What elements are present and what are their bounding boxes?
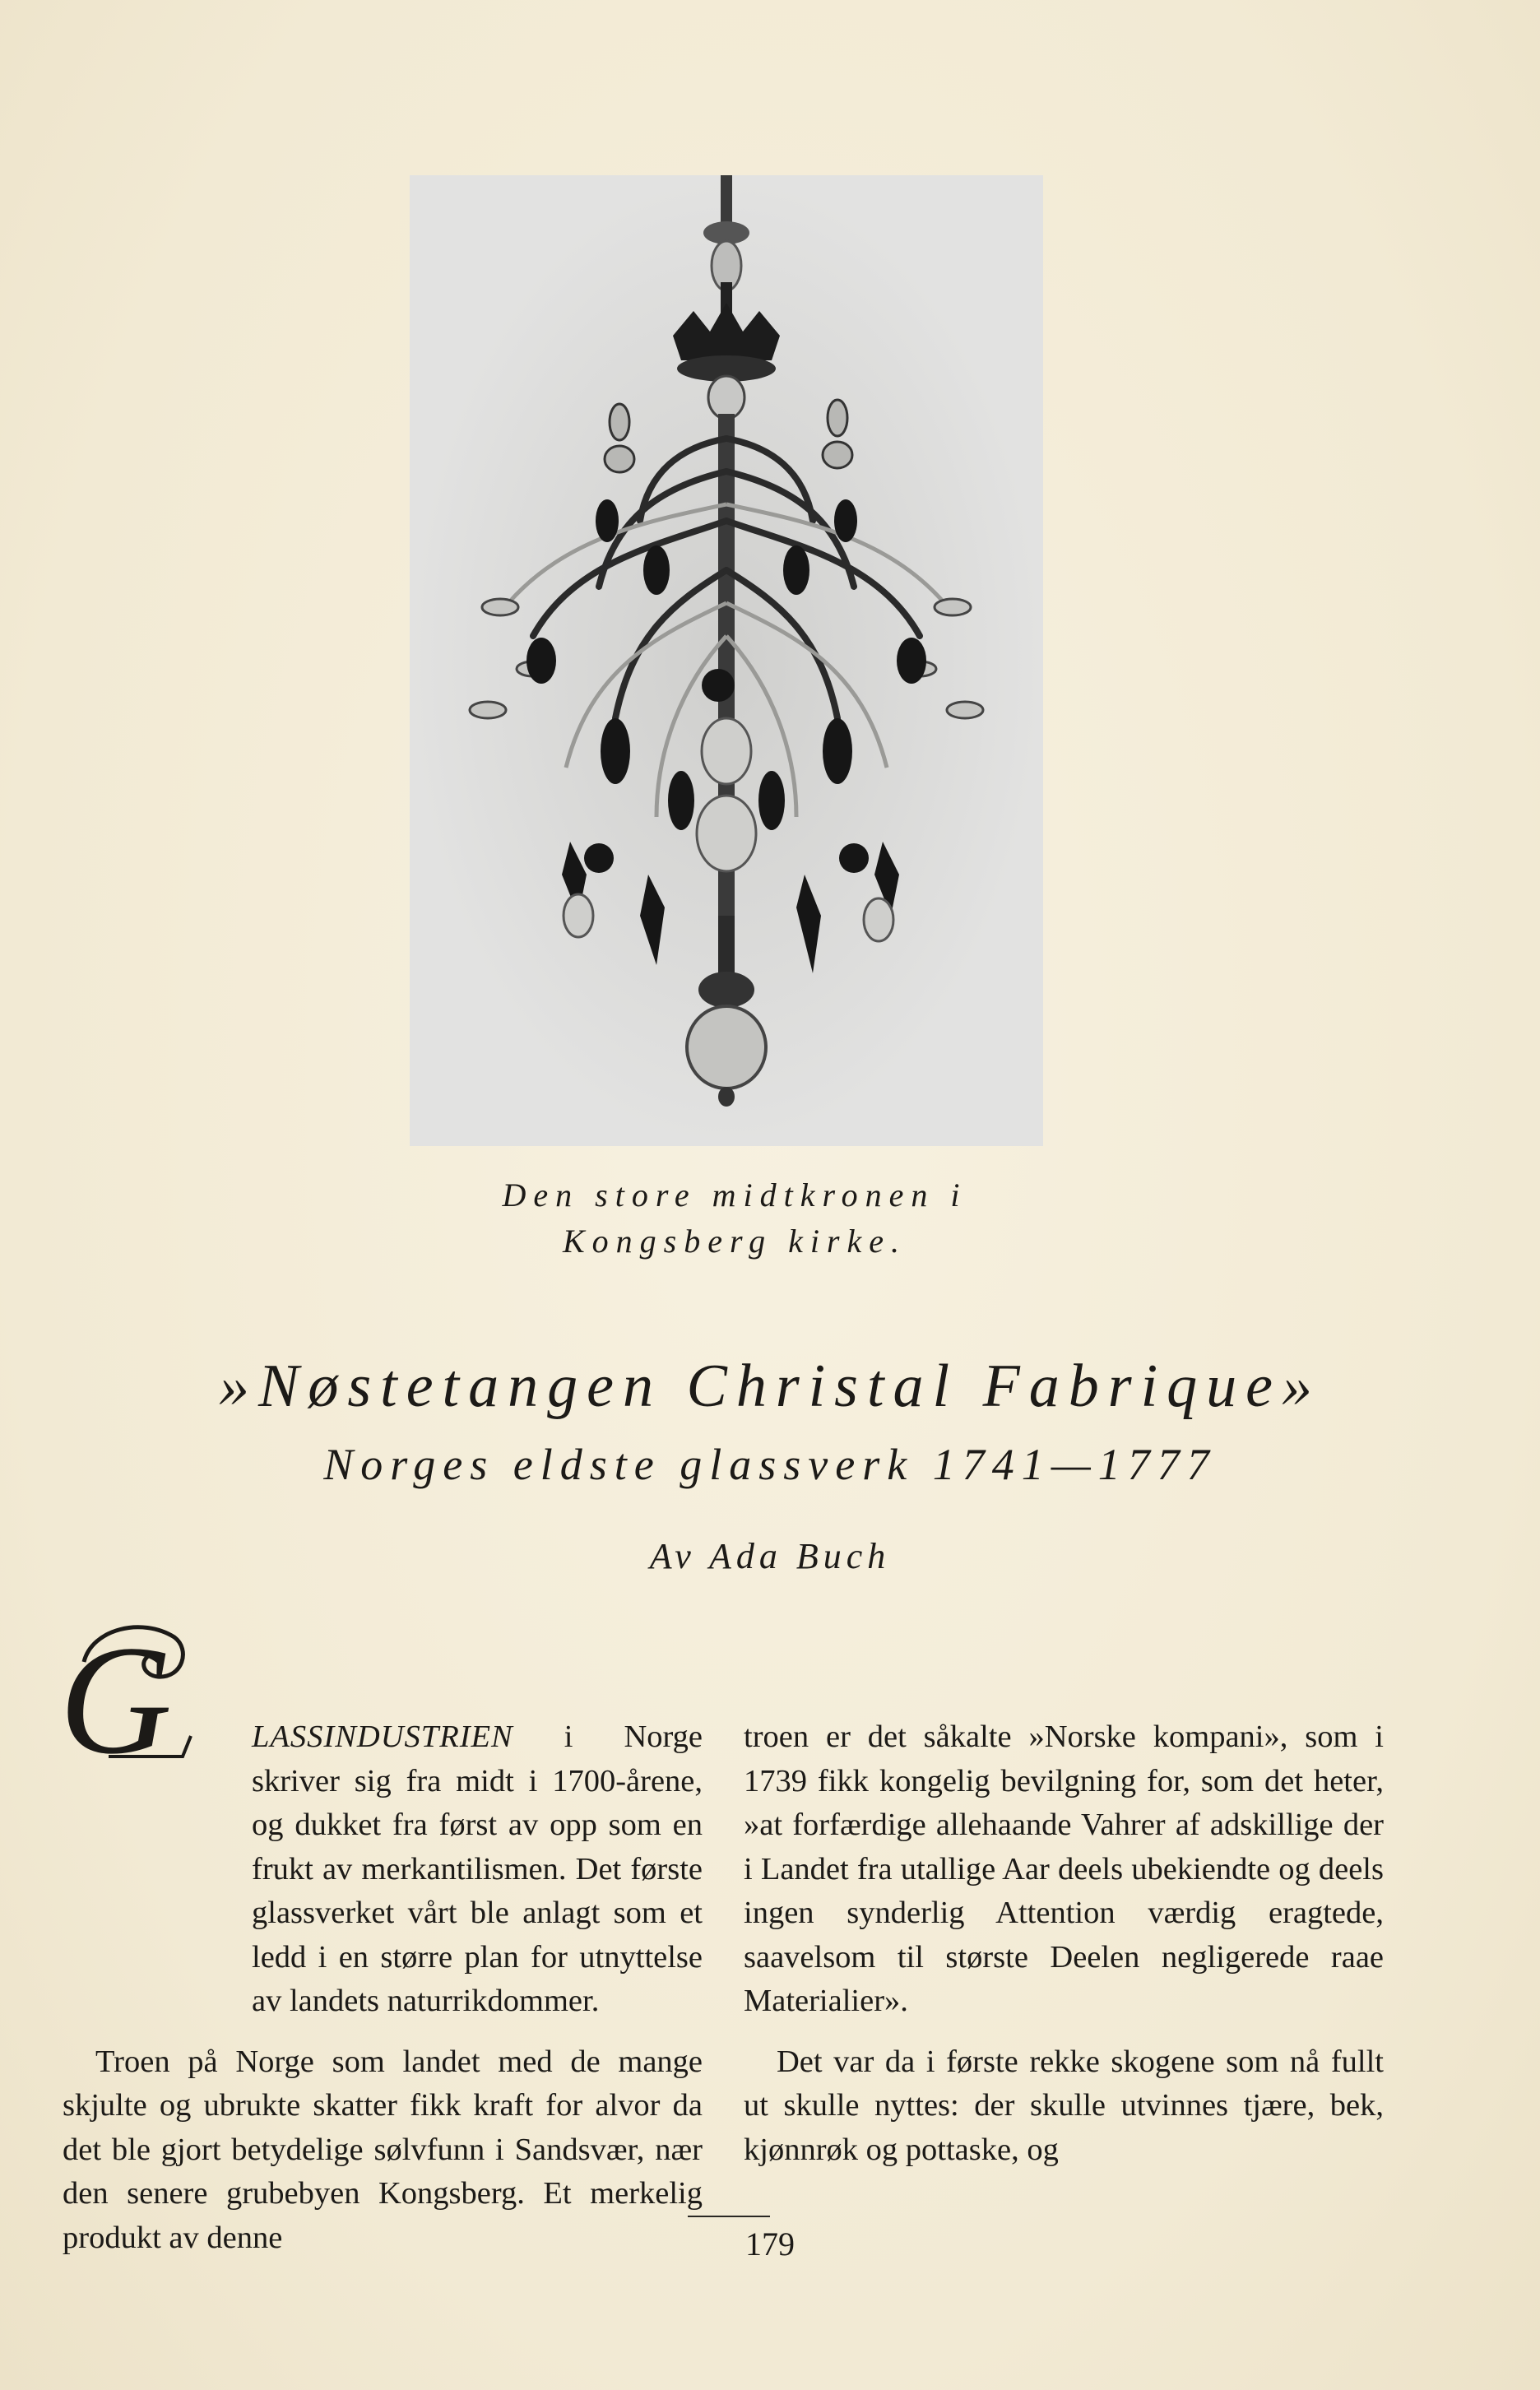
paragraph-2: Troen på Norge som landet med de mange skjulte og ubrukte skatter fikk kraft for alvor da det ble gjort betydelige sølvfunn i Sandsvær, nær den senere grubebyen Kongsberg. Et merkelig produkt av denne bbox=[63, 2044, 703, 2255]
article-subtitle: Norges eldste glassverk 1741—1777 bbox=[323, 1440, 1217, 1489]
article-title: »Nøstetangen Christal Fabrique» bbox=[219, 1353, 1321, 1420]
page-number: 179 bbox=[745, 2225, 795, 2262]
lead-paragraph bbox=[63, 1715, 703, 2024]
text-column-left bbox=[63, 1715, 703, 2260]
chandelier-photograph bbox=[410, 175, 1043, 1146]
text-column-right bbox=[744, 1715, 1384, 2172]
article-byline: Av Ada Buch bbox=[649, 1536, 891, 1576]
figure-caption: Den store midtkronen i Kongsberg kirke. bbox=[502, 1176, 967, 1260]
paragraph-3: troen er det såkalte »Norske kompani», som i 1739 fikk kongelig bevilgning for, som det heter, »at forfærdige allehaande Vahrer af adskillige der i Landet fra utallige Aar deels ubekiendte og deels ingen synderlig Attention værdig eragtede, saavelsom til største Deelen negligerede raae Materialier». bbox=[744, 1719, 1384, 2018]
lead-rest: i Norge skriver sig fra midt i 1700-årene, og dukket fra først av opp som en frukt av merkantilismen. Det første glassverket vårt ble anlagt som et ledd i en større plan for utnyttelse av landets naturrikdommer. bbox=[252, 1719, 703, 2018]
footer-rule bbox=[688, 2216, 770, 2217]
lead-smallcaps: LASSINDUSTRIEN bbox=[252, 1719, 513, 1754]
paragraph-4: Det var da i første rekke skogene som nå fullt ut skulle nyttes: der skulle utvinnes tjære, bek, kjønnrøk og pottaske, og bbox=[744, 2044, 1384, 2167]
svg-text:G: G bbox=[59, 1614, 173, 1777]
